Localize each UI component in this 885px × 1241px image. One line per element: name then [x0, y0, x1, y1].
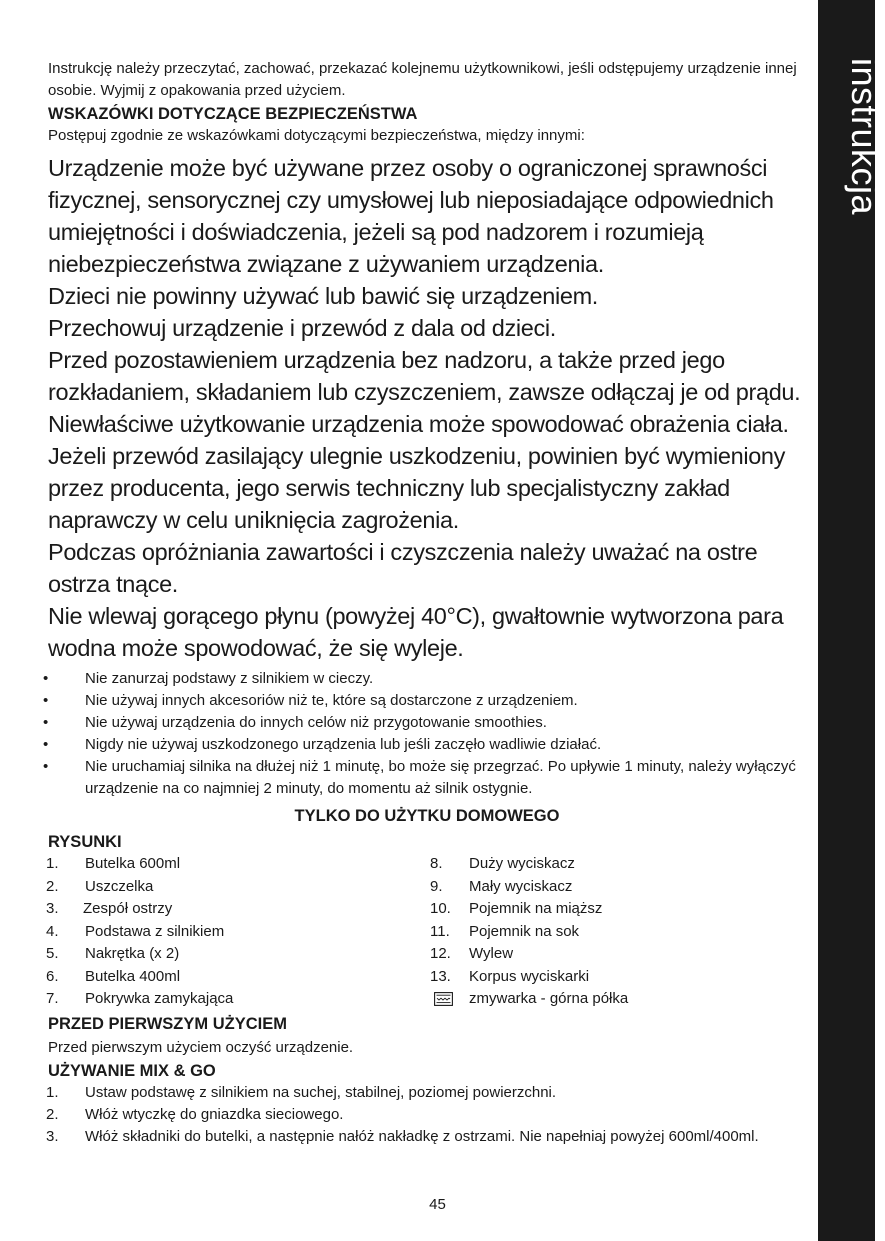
household-only-heading: TYLKO DO UŻYTKU DOMOWEGO	[294, 807, 560, 825]
safety-paragraph: Jeżeli przewód zasilający ulegnie uszkodzeniu, powinien być wymieniony przez producenta, jego serwis techniczny lub specjalistyczny zakład naprawczy w celu uniknięcia zagrożenia.	[48, 443, 786, 533]
dishwasher-icon	[434, 992, 453, 1006]
item-label: Zespół ostrzy	[83, 900, 173, 917]
item-label: Duży wyciskacz	[469, 855, 575, 872]
item-number: 9.	[430, 877, 443, 895]
list-item	[48, 1104, 808, 1126]
list-item	[43, 734, 808, 756]
list-item	[43, 668, 808, 690]
item-number: 1.	[46, 855, 59, 872]
item-label: Pojemnik na sok	[469, 922, 580, 940]
safety-paragraph: Przechowuj urządzenie i przewód z dala od dzieci.	[48, 315, 556, 341]
list-item-text: Nie używaj innych akcesoriów niż te, które są dostarczone z urządzeniem.	[85, 692, 578, 709]
safety-paragraph: Przed pozostawieniem urządzenia bez nadzoru, a także przed jego rozkładaniem, składaniem lub czyszczeniem, zawsze odłączaj je od prądu.	[48, 347, 801, 405]
dishwasher-note	[48, 988, 629, 1010]
item-number: 2.	[46, 877, 59, 895]
bullet-icon: •	[43, 736, 49, 753]
page-number: 45	[429, 1196, 446, 1213]
list-item-text: Nie używaj urządzenia do innych celów niż przygotowanie smoothies.	[85, 714, 547, 731]
safety-paragraph: Podczas opróżniania zawartości i czyszczenia należy uważać na ostre ostrza tnące.	[48, 539, 758, 597]
bullet-icon: •	[43, 692, 49, 709]
item-label: Pojemnik na miąższ	[469, 900, 603, 917]
item-number: 8.	[430, 855, 443, 872]
item-number: 3.	[46, 900, 59, 917]
using-heading: UŻYWANIE MIX & GO	[48, 1062, 216, 1080]
safety-heading: WSKAZÓWKI DOTYCZĄCE BEZPIECZEŃSTWA	[48, 105, 418, 123]
bullet-icon: •	[43, 758, 49, 775]
using-steps-list	[48, 1082, 808, 1148]
bullet-icon: •	[43, 670, 49, 687]
safety-paragraph: Nie wlewaj gorącego płynu (powyżej 40°C), gwałtownie wytworzona para wodna może spowodować, że się wyleje.	[48, 603, 784, 661]
step-number: 1.	[46, 1084, 59, 1101]
safety-bullet-list	[43, 668, 808, 800]
item-label: Butelka 600ml	[85, 855, 181, 872]
item-label: Korpus wyciskarki	[469, 967, 590, 985]
side-tab	[818, 0, 885, 1241]
item-number: 5.	[46, 945, 59, 962]
item-label: Mały wyciskacz	[469, 877, 573, 895]
item-label: Wylew	[469, 945, 514, 962]
safety-subheading: Postępuj zgodnie ze wskazówkami dotyczącymi bezpieczeństwa, między innymi:	[48, 127, 585, 144]
side-tab-label: instrukcja	[844, 58, 885, 216]
item-number: 13.	[430, 967, 451, 985]
before-first-use-text: Przed pierwszym użyciem oczyść urządzenie.	[48, 1039, 354, 1056]
list-item	[48, 1126, 808, 1148]
bullet-icon: •	[43, 714, 49, 731]
safety-paragraph: Urządzenie może być używane przez osoby o ograniczonej sprawności fizycznej, sensorycznej czy umysłowej lub nieposiadające odpowiednich umiejętności i doświadczenia, jeżeli są pod nadzorem i rozumieją niebezpieczeństwa związane z używaniem urządzenia.	[48, 155, 774, 277]
item-label: Podstawa z silnikiem	[85, 922, 225, 940]
item-number: 10.	[430, 900, 451, 917]
safety-paragraphs	[48, 152, 806, 664]
item-label: Uszczelka	[85, 877, 154, 895]
list-item-text: Nie zanurzaj podstawy z silnikiem w cieczy.	[85, 670, 374, 687]
item-label: zmywarka - górna półka	[469, 990, 629, 1007]
list-item-text: Nigdy nie używaj uszkodzonego urządzenia lub jeśli zaczęło wadliwie działać.	[85, 736, 602, 753]
item-number: 11.	[430, 922, 450, 940]
step-text: Włóż wtyczkę do gniazdka sieciowego.	[85, 1106, 344, 1123]
figures-heading: RYSUNKI	[48, 833, 122, 851]
list-item	[43, 756, 808, 800]
step-text: Ustaw podstawę z silnikiem na suchej, stabilnej, poziomej powierzchni.	[85, 1084, 557, 1101]
list-item-text: Nie uruchamiaj silnika na dłużej niż 1 minutę, bo może się przegrzać. Po upływie 1 minuty, należy wyłączyć urządzenie na co najmniej 2 minuty, do momentu aż silnik ostygnie.	[85, 758, 796, 797]
list-item	[43, 712, 808, 734]
step-text: Włóż składniki do butelki, a następnie nałóż nakładkę z ostrzami. Nie napełniaj powyżej 600ml/400ml.	[85, 1128, 759, 1145]
safety-paragraph: Niewłaściwe użytkowanie urządzenia może spowodować obrażenia ciała.	[48, 411, 789, 437]
safety-paragraph: Dzieci nie powinny używać lub bawić się urządzeniem.	[48, 283, 598, 309]
list-item	[48, 1082, 808, 1104]
item-number: 4.	[46, 922, 59, 940]
item-label: Butelka 400ml	[85, 967, 181, 985]
item-number: 6.	[46, 967, 59, 985]
figures-list	[48, 853, 808, 1011]
item-number: 7.	[46, 990, 59, 1007]
step-number: 2.	[46, 1106, 59, 1123]
item-number: 12.	[430, 945, 451, 962]
item-label: Nakrętka (x 2)	[85, 945, 180, 962]
item-label: Pokrywka zamykająca	[85, 990, 234, 1007]
list-item	[43, 690, 808, 712]
before-first-use-heading: PRZED PIERWSZYM UŻYCIEM	[48, 1015, 287, 1033]
step-number: 3.	[46, 1128, 59, 1145]
intro-text: Instrukcję należy przeczytać, zachować, przekazać kolejnemu użytkownikowi, jeśli odstępujemy urządzenie innej osobie. Wyjmij z opakowania przed użyciem.	[48, 60, 797, 99]
